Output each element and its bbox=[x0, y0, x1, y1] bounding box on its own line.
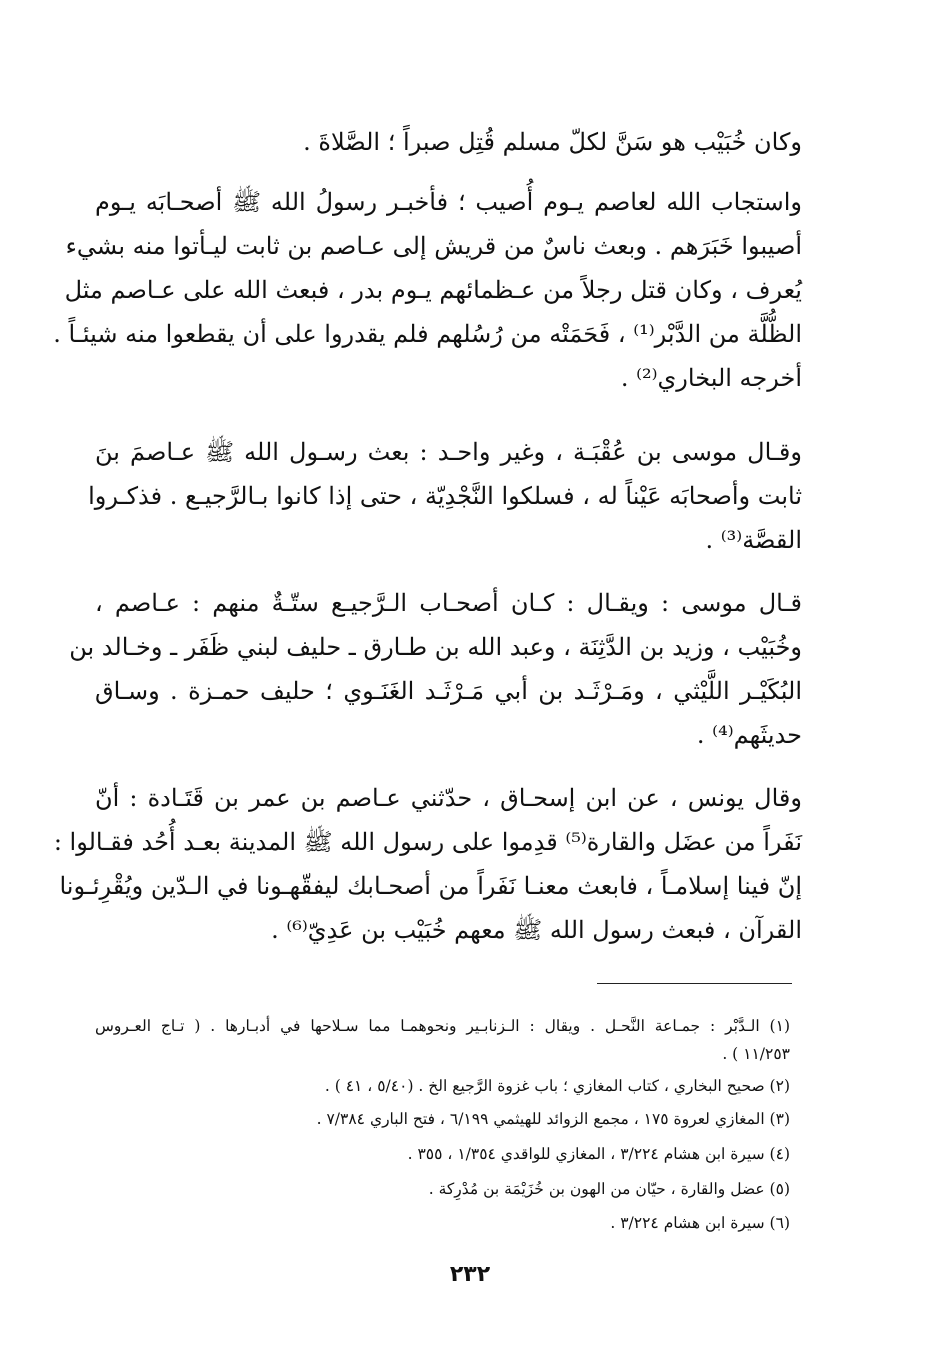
text-line: أصيبوا خَبَرَهم . وبعث ناسٌ من قريش إلى عـاصم بن ثابت ليـأتوا منه بشيء bbox=[65, 232, 802, 260]
text-line: أخرجه البخاري⁽²⁾ . bbox=[620, 364, 802, 392]
text-line: إنّ فينا إسلامـاً ، فابعث معنـا نَفَراً من أصحـابك ليفقّهـونا في الـدّين ويُقْرِئـونا bbox=[59, 872, 802, 900]
text-line: وقـال موسى بن عُقْبَـة ، وغير واحـد : بعث رسـول الله ﷺ عـاصمَ بنَ bbox=[95, 438, 802, 466]
text-line: يُعرف ، وكان قتل رجلاً من عـظمائهم يـوم بدر ، فبعث الله على عـاصم مثل bbox=[64, 276, 802, 304]
footnote-3: (٣) المغازي لعروة ١٧٥ ، مجمع الزوائد للهيثمي ٦/١٩٩ ، فتح الباري ٧/٣٨٤ . bbox=[316, 1110, 790, 1128]
footnote-1-cont: ١١/٢٥٣ ) . bbox=[722, 1045, 790, 1063]
footnote-2: (٢) صحيح البخاري ، كتاب المغازي ؛ باب غزوة الرَّجيع الخ . (٥/٤٠ ، ٤١ ) . bbox=[324, 1077, 790, 1095]
text-line: نَفَراً من عضَل والقارة⁽⁵⁾ قدِموا على رسول الله ﷺ المدينة بعـد أُحُد فقـالوا : bbox=[53, 828, 802, 856]
text-line: وخُبَيْب ، وزيد بن الدَّثِنَة ، وعبد الله بن طـارق ـ حليف لبني ظَفَر ـ وخـالد بن bbox=[69, 633, 802, 661]
paragraph-5 bbox=[53, 776, 802, 952]
text-line: القصَّة⁽³⁾ . bbox=[705, 526, 802, 554]
footnote-1: (١) الـدَّبْر : جمـاعة النَّحـل . ويقال : الـزنابـير ونحوهمـا مما سـلاحها في أدبـارها . ( تـاج العـروس bbox=[95, 1017, 790, 1035]
page-number: ٢٣٢ bbox=[449, 1262, 491, 1287]
text-line: ثابت وأصحابَه عَيْناً له ، فسلكوا النَّجْدِيّة ، حتى إذا كانوا بـالرَّجيـع . فذكـروا bbox=[88, 482, 802, 510]
text-line: حديثَهم⁽⁴⁾ . bbox=[696, 721, 802, 749]
text-line: البُكَيْـر اللَّيْثي ، ومَـرْثَـد بن أبي مَـرْثَـد الغَنَـوي ؛ حليف حمـزة . وسـاق bbox=[95, 677, 802, 705]
paragraph-4 bbox=[69, 581, 802, 757]
text-line: وقال يونس ، عن ابن إسحـاق ، حدّثني عـاصم بن عمر بن قَتَـادة : أنّ bbox=[95, 784, 802, 812]
text-line: وكان خُبَيْب هو سَنَّ لكلّ مسلم قُتِل صبراً ؛ الصَّلاةَ . bbox=[303, 128, 802, 156]
footnote-4: (٤) سيرة ابن هشام ٣/٢٢٤ ، المغازي للواقدي ١/٣٥٤ ، ٣٥٥ . bbox=[407, 1145, 790, 1163]
paragraph-3 bbox=[88, 430, 802, 562]
text-line: قـال موسى : ويقـال : كـان أصحـاب الـرَّجيـع ستّـةٌ منهم : عـاصم ، bbox=[95, 589, 802, 617]
paragraph-1 bbox=[95, 120, 802, 164]
text-line: الظُّلَّة من الدَّبْر⁽¹⁾ ، فَحَمَتْه من رُسُلهم فلم يقدروا على أن يقطعوا منه شيئـاً . bbox=[53, 320, 802, 348]
text-line: القرآن ، فبعث رسول الله ﷺ معهم خُبَيْب بن عَدِيّ⁽⁶⁾ . bbox=[271, 916, 802, 944]
footnote-divider bbox=[597, 983, 792, 984]
text-line: واستجاب الله لعاصم يـوم أُصيب ؛ فأخبـر رسولُ الله ﷺ أصحـابَه يـوم bbox=[95, 188, 802, 216]
footnote-6: (٦) سيرة ابن هشام ٣/٢٢٤ . bbox=[610, 1214, 790, 1232]
footnote-5: (٥) عضل والقارة ، حيّان من الهون بن خُزَيْمَة بن مُدْرِكة . bbox=[428, 1180, 790, 1198]
paragraph-2 bbox=[53, 180, 802, 400]
